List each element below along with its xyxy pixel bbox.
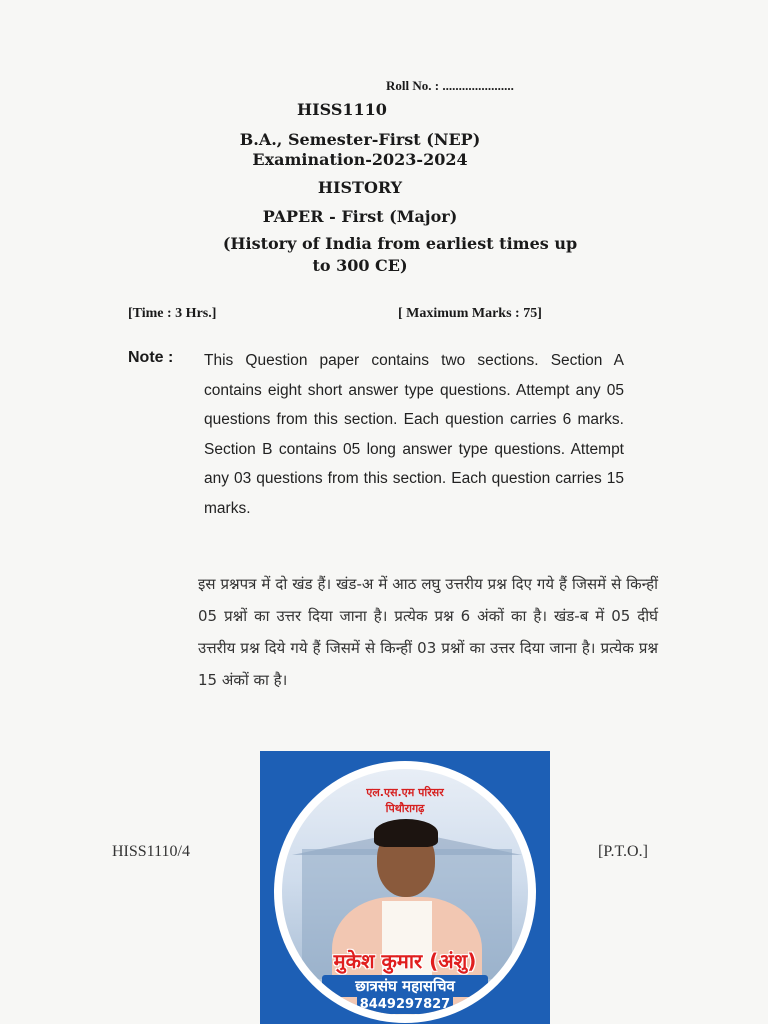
badge-photo — [282, 769, 528, 1015]
subject-title: HISTORY — [317, 178, 403, 197]
paper-title: PAPER - First (Major) — [262, 207, 458, 226]
footer-paper-code: HISS1110/4 — [112, 843, 190, 860]
paper-subtitle-line2: to 300 CE) — [312, 256, 408, 275]
person-hair-shape — [374, 819, 438, 847]
maximum-marks: [ Maximum Marks : 75] — [398, 306, 542, 321]
time-allowed: [Time : 3 Hrs.] — [128, 306, 217, 321]
badge-campus-city: पिथौरागढ़ — [385, 802, 425, 815]
badge-circle — [274, 761, 536, 1023]
roll-number: Roll No. : ...................... — [386, 78, 514, 93]
badge-person-name: मुकेश कुमार (अंशु) — [333, 949, 477, 973]
course-name: B.A., Semester-First (NEP) — [239, 130, 481, 149]
note-text-english: This Question paper contains two sections. Section A contains eight short answer type questions. Attempt any 05 questions from this section. Each question carries 6 marks. Section B contains 05 long answer type questions. Attempt any 03 questions from this section. Each question carries 15 marks. — [204, 352, 624, 517]
pto-marker: [P.T.O.] — [598, 843, 648, 860]
paper-code: HISS1110 — [297, 100, 387, 119]
note-label: Note : — [128, 349, 174, 366]
note-text-hindi: इस प्रश्नपत्र में दो खंड हैं। खंड-अ में आठ लघु उत्तरीय प्रश्न दिए गये हैं जिसमें से किन्हीं 05 प्रश्नों का उत्तर दिया जाना है। प्रत्येक प्रश्न 6 अंकों का है। खंड-ब में 05 दीर्घ उत्तरीय प्रश्न दिये गये हैं जिसमें से किन्हीं 03 प्रश्नों का उत्तर दिया जाना है। प्रत्येक प्रश्न 15 अंकों का है। — [198, 575, 658, 689]
promo-badge — [260, 751, 550, 1024]
badge-person-role: छात्रसंघ महासचिव — [355, 977, 455, 995]
badge-phone-number: 8449297827 — [359, 997, 451, 1012]
paper-subtitle-line1: (History of India from earliest times up — [222, 234, 578, 253]
exam-session: Examination-2023-2024 — [252, 150, 468, 169]
badge-campus-name: एल.एस.एम परिसर — [366, 786, 444, 799]
